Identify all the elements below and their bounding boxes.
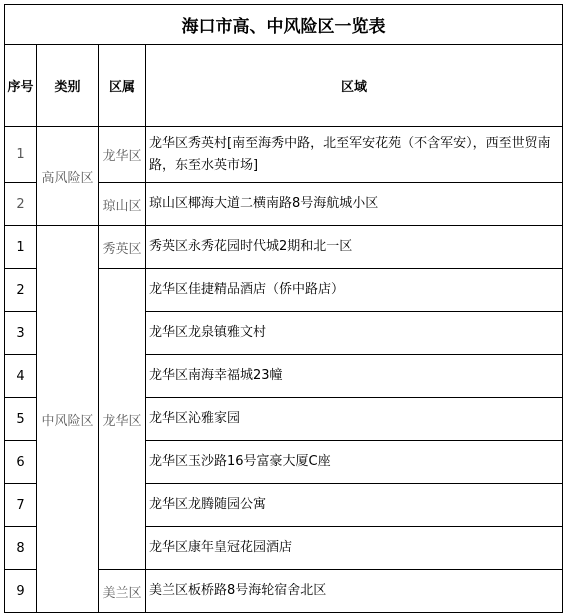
row-no: 8 [5,527,37,570]
area-cell: 龙华区康年皇冠花园酒店 [146,527,563,570]
header-area: 区域 [146,45,563,127]
row-no: 2 [5,183,37,226]
row-no: 6 [5,441,37,484]
district-cell: 龙华区 [99,269,146,570]
category-high-risk: 高风险区 [37,127,99,226]
area-cell: 龙华区龙腾随园公寓 [146,484,563,527]
area-cell: 龙华区龙泉镇雅文村 [146,312,563,355]
area-cell: 龙华区南海幸福城23幢 [146,355,563,398]
row-no: 1 [5,127,37,183]
category-medium-risk: 中风险区 [37,226,99,613]
header-no: 序号 [5,45,37,127]
row-no: 5 [5,398,37,441]
table-row [5,226,563,269]
area-cell: 龙华区玉沙路16号富豪大厦C座 [146,441,563,484]
risk-area-table [4,4,563,613]
district-cell: 美兰区 [99,570,146,613]
header-category: 类别 [37,45,99,127]
table-title: 海口市高、中风险区一览表 [5,5,563,45]
district-cell: 秀英区 [99,226,146,269]
table-row [5,127,563,183]
district-cell: 龙华区 [99,127,146,183]
district-cell: 琼山区 [99,183,146,226]
area-cell: 龙华区沁雅家园 [146,398,563,441]
row-no: 2 [5,269,37,312]
area-cell: 龙华区佳捷精品酒店（侨中路店） [146,269,563,312]
row-no: 7 [5,484,37,527]
area-cell: 琼山区椰海大道二横南路8号海航城小区 [146,183,563,226]
row-no: 3 [5,312,37,355]
row-no: 4 [5,355,37,398]
area-cell: 龙华区秀英村[南至海秀中路，北至军安花苑（不含军安），西至世贸南路，东至水英市场] [146,127,563,183]
area-cell: 美兰区板桥路8号海轮宿舍北区 [146,570,563,613]
row-no: 9 [5,570,37,613]
area-cell: 秀英区永秀花园时代城2期和北一区 [146,226,563,269]
row-no: 1 [5,226,37,269]
header-district: 区属 [99,45,146,127]
